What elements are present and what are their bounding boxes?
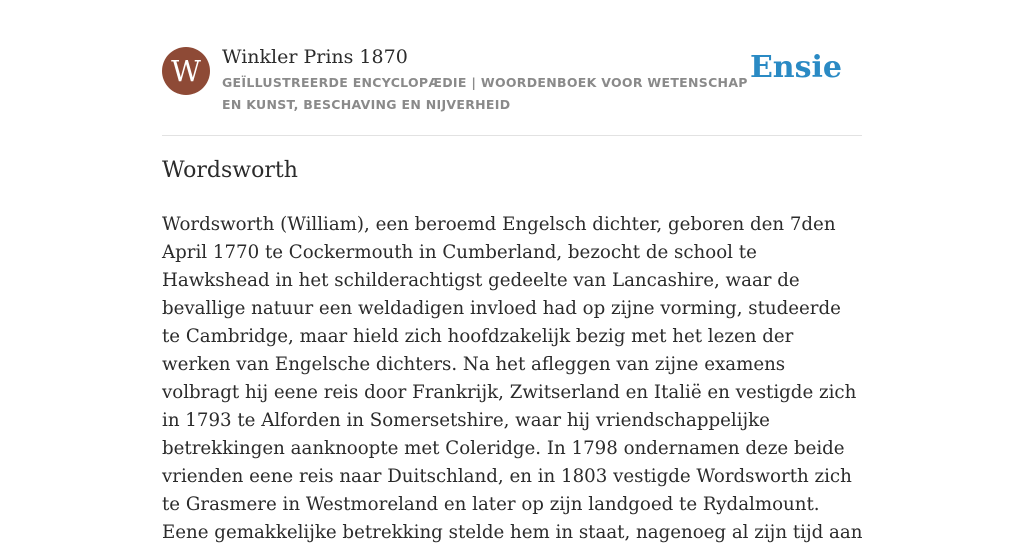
- entry-body: Wordsworth (William), een beroemd Engelsch dichter, geboren den 7den April 1770 te Cockermouth in Cumberland, bezocht de school te Hawkshead in het schilderachtigst gedeelte van Lancashire, waar de bevallige natuur een weldadigen invloed had op zijne vorming, studeerde te Cambridge, maar hield zich hoofdzakelijk bezig met het lezen der werken van Engelsche dichters. Na het afleggen van zijne examens volbragt hij eene reis door Frankrijk, Zwitserland en Italië en vestigde zich in 1793 te Alforden in Somersetshire, waar hij vriendschappelijke betrekkingen aanknoopte met Coleridge. In 1798 ondernamen deze beide vrienden eene reis naar Duitschland, en in 1803 vestigde Wordsworth zich te Grasmere in Westmoreland en later op zijn landgoed te Rydalmount. Eene gemakkelijke betrekking stelde hem in staat, nagenoeg al zijn tijd aan: [162, 214, 863, 543]
- source-subtitle: GEÏLLUSTREERDE ENCYCLOPÆDIE | WOORDENBOEK VOOR WETENSCHAP EN KUNST, BESCHAVING EN NIJVERHEID: [222, 75, 748, 112]
- source-header: [162, 44, 862, 116]
- source-avatar: W: [162, 47, 210, 95]
- source-title[interactable]: Winkler Prins 1870: [222, 46, 408, 68]
- ensie-logo-link[interactable]: Ensie: [749, 50, 842, 85]
- header-divider: [162, 135, 862, 136]
- entry-title: Wordsworth: [162, 158, 298, 183]
